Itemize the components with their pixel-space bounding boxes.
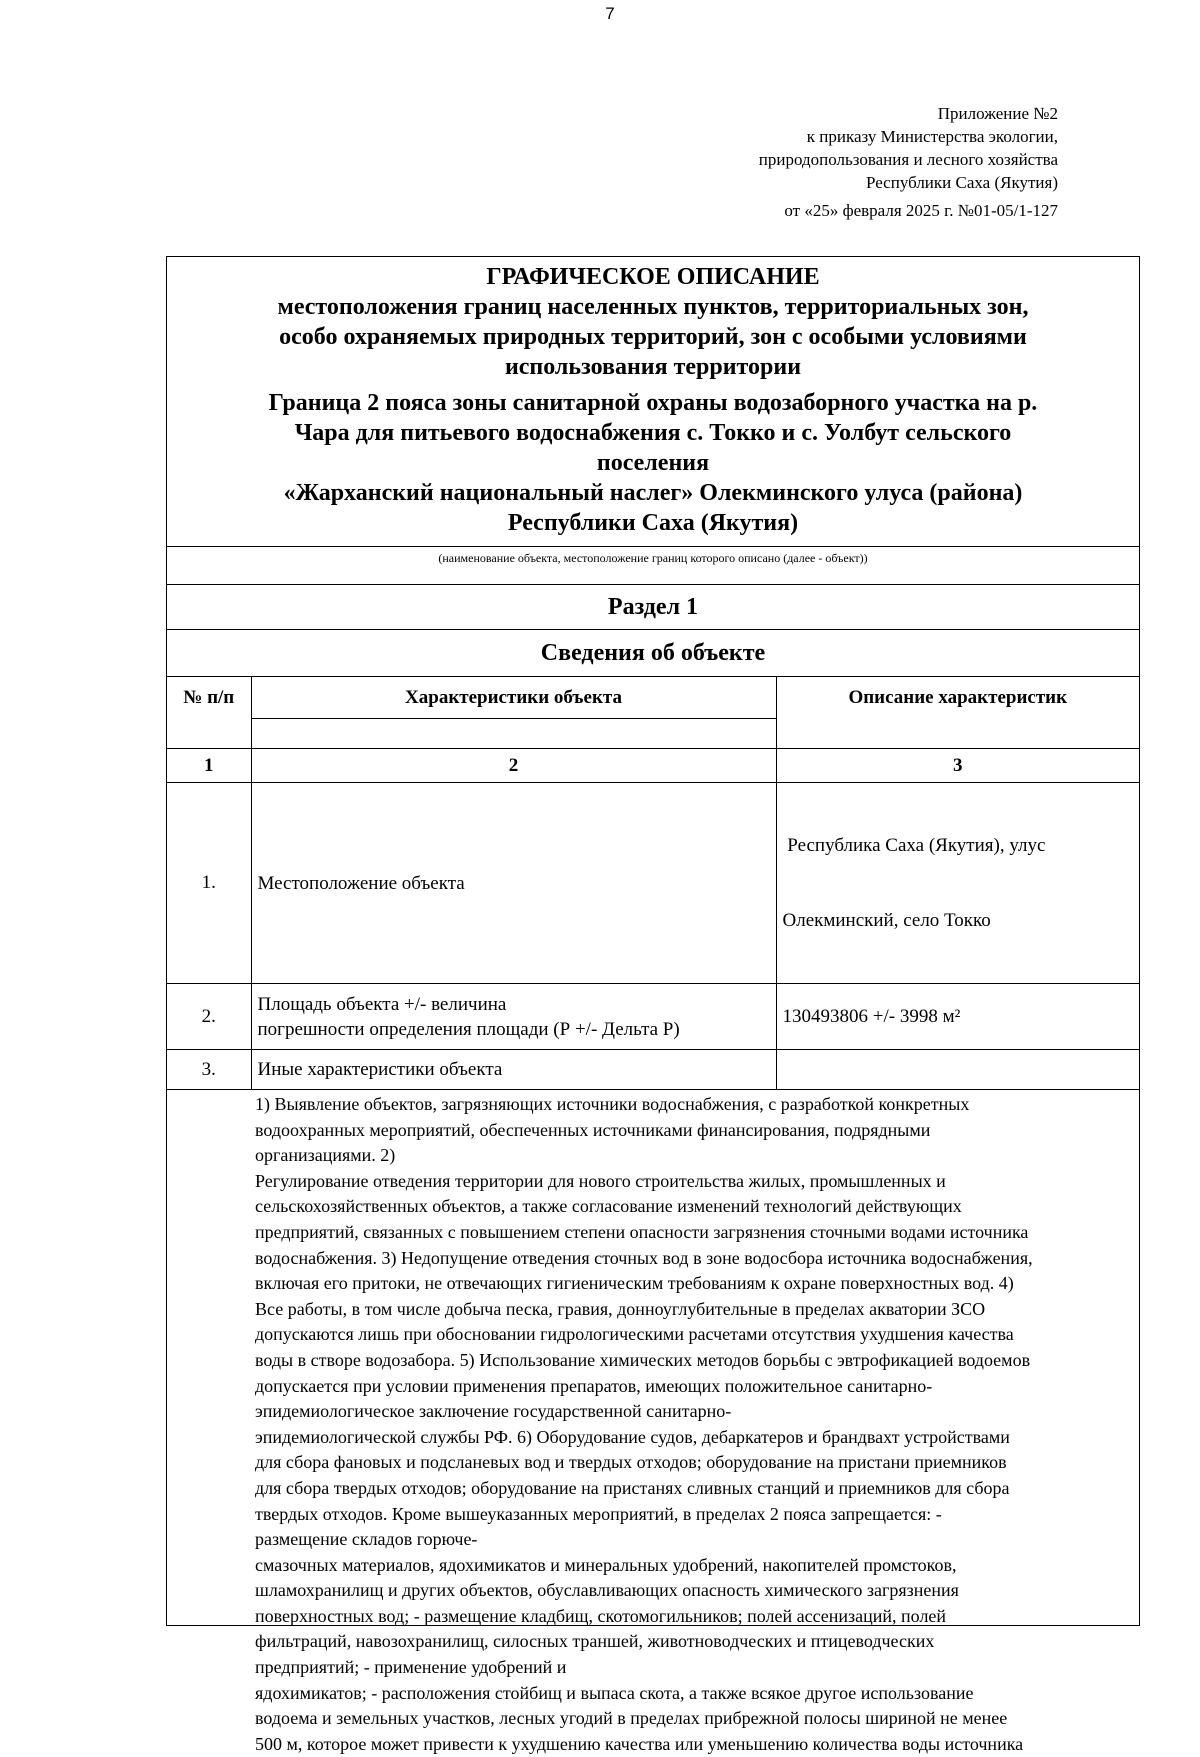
- text-line: размещение складов горюче-: [255, 1529, 478, 1550]
- object-name-line: Чара для питьевого водоснабжения с. Токко и с. Уолбут сельского: [294, 420, 1012, 446]
- text-line: Регулирование отведения территории для нового строительства жилых, промышленных и: [255, 1170, 946, 1191]
- other-characteristics-text: [167, 1090, 1139, 1757]
- row-description: [776, 1050, 1139, 1090]
- text-line: 500 м, которое может привести к ухудшению качества или уменьшению количества воды источника: [255, 1733, 1024, 1754]
- subtitle-line: местоположения границ населенных пунктов, территориальных зон,: [277, 294, 1029, 320]
- object-name-line: поселения: [596, 450, 710, 476]
- characteristic-line: Иные характеристики объекта: [257, 1059, 503, 1080]
- description-line: Олекминский, село Токко: [782, 910, 991, 931]
- row-characteristic: [251, 783, 776, 984]
- table-row: [167, 783, 1139, 984]
- text-line: допускаются лишь при обосновании гидрологическими расчетами отсутствия ухудшения качества: [255, 1324, 1014, 1345]
- section-name: Сведения об объекте: [540, 640, 766, 666]
- title-block: [167, 257, 1139, 538]
- text-line: воды в створе водозабора. 5) Использование химических методов борьбы с эвтрофикацией водоемов: [255, 1349, 1031, 1370]
- characteristic-line: Площадь объекта +/- величина: [257, 993, 507, 1015]
- text-line: включая его притоки, не отвечающих гигиеническим требованиям к охране поверхностных вод. 4): [255, 1273, 1014, 1294]
- section-number: Раздел 1: [167, 585, 1139, 630]
- text-line: Все работы, в том числе добыча песка, гравия, донноуглубительные в пределах акватории ЗСО: [255, 1298, 986, 1319]
- text-line: шламохранилищ и других объектов, обуславливающих опасность химического загрязнения: [255, 1580, 959, 1601]
- document-frame: [166, 256, 1140, 1754]
- row-characteristic: [251, 1050, 776, 1090]
- text-line: эпидемиологической службы РФ. 6) Оборудование судов, дебаркатеров и брандвахт устройствами: [255, 1426, 1010, 1447]
- column-number: 1: [167, 749, 251, 783]
- row-number: 1.: [167, 783, 251, 984]
- table-row: [167, 1050, 1139, 1090]
- text-line: водоема и земельных участков, лесных угодий в пределах прибрежной полосы шириной не менее: [255, 1708, 1008, 1729]
- appendix-header: [759, 102, 1058, 222]
- description-line: Республика Саха (Якутия), улус: [782, 835, 1046, 856]
- text-line: смазочных материалов, ядохимикатов и минеральных удобрений, накопителей промстоков,: [255, 1554, 957, 1575]
- document-title: ГРАФИЧЕСКОЕ ОПИСАНИЕ: [486, 264, 820, 290]
- text-line: твердых отходов. Кроме вышеуказанных мероприятий, в пределах 2 пояса запрещается: -: [255, 1503, 942, 1524]
- text-line: водоснабжения. 3) Недопущение отведения сточных вод в зоне водосбора источника водоснабжения,: [255, 1247, 1033, 1268]
- column-number: 2: [251, 749, 776, 783]
- text-line: для сбора фановых и подсланевых вод и твердых отходов; оборудование на пристани приемников: [255, 1452, 1007, 1473]
- object-name-line: Республики Саха (Якутия): [507, 510, 799, 536]
- characteristic-line: погрешности определения площади (Р +/- Дельта Р): [257, 1018, 680, 1040]
- subtitle-line: особо охраняемых природных территорий, зон с особыми условиями: [279, 324, 1027, 350]
- table-header-row: [167, 677, 1139, 719]
- table-row: [167, 984, 1139, 1050]
- text-line: сельскохозяйственных объектов, а также согласование изменений технологий действующих: [255, 1196, 962, 1217]
- description-line: 130493806 +/- 3998 м²: [782, 1006, 961, 1027]
- header-number: № п/п: [167, 677, 251, 749]
- text-line: допускается при условии применения препаратов, имеющих положительное санитарно-: [255, 1375, 933, 1396]
- text-line: поверхностных вод; - размещение кладбищ, скотомогильников; полей ассенизаций, полей: [255, 1605, 947, 1626]
- text-line: ядохимикатов; - расположения стойбищ и выпаса скота, а также всякое другое использование: [255, 1682, 974, 1703]
- row-characteristic: [251, 984, 776, 1050]
- text-line: организациями. 2): [255, 1145, 396, 1166]
- header-empty-cell: [251, 719, 776, 749]
- row-description: [776, 783, 1139, 984]
- column-number: 3: [776, 749, 1139, 783]
- order-reference: от «25» февраля 2025 г. №01-05/1-127: [784, 201, 1058, 220]
- text-line: водоохранных мероприятий, обеспеченных источниками финансирования, подрядными: [255, 1119, 931, 1140]
- characteristic-line: Местоположение объекта: [257, 872, 465, 894]
- object-info-table: [167, 676, 1139, 1090]
- row-number: 3.: [167, 1050, 251, 1090]
- appendix-line: Приложение №2: [937, 104, 1058, 123]
- document-subtitle: [167, 292, 1139, 382]
- page-number: 7: [605, 4, 615, 23]
- object-name-line: Граница 2 пояса зоны санитарной охраны водозаборного участка на р.: [268, 390, 1038, 416]
- text-line: фильтраций, навозохранилищ, силосных траншей, животноводческих и птицеводческих: [255, 1631, 935, 1652]
- header-characteristic: Характеристики объекта: [251, 677, 776, 719]
- text-line: эпидемиологическое заключение государственной санитарно-: [255, 1401, 732, 1422]
- appendix-line: природопользования и лесного хозяйства: [758, 150, 1058, 169]
- subtitle-line: использования территории: [504, 354, 802, 380]
- row-number: 2.: [167, 984, 251, 1050]
- text-line: 1) Выявление объектов, загрязняющих источники водоснабжения, с разработкой конкретных: [255, 1094, 970, 1114]
- row-description: [776, 984, 1139, 1050]
- text-line: предприятий, связанных с повышением степени опасности загрязнения сточными водами источника: [255, 1221, 1029, 1242]
- header-description: Описание характеристик: [776, 677, 1139, 749]
- appendix-line: Республики Саха (Якутия): [865, 173, 1058, 192]
- column-number-row: [167, 749, 1139, 783]
- text-line: для сбора твердых отходов; оборудование на пристанях сливных станций и приемников для сбора: [255, 1477, 1010, 1498]
- appendix-line: к приказу Министерства экологии,: [806, 127, 1058, 146]
- object-caption: (наименование объекта, местоположение границ которого описано (далее - объект)): [167, 547, 1139, 585]
- object-name: [167, 388, 1139, 538]
- text-line: предприятий; - применение удобрений и: [255, 1657, 567, 1678]
- object-name-line: «Жарханский национальный наслег» Олекминского улуса (района): [283, 480, 1023, 506]
